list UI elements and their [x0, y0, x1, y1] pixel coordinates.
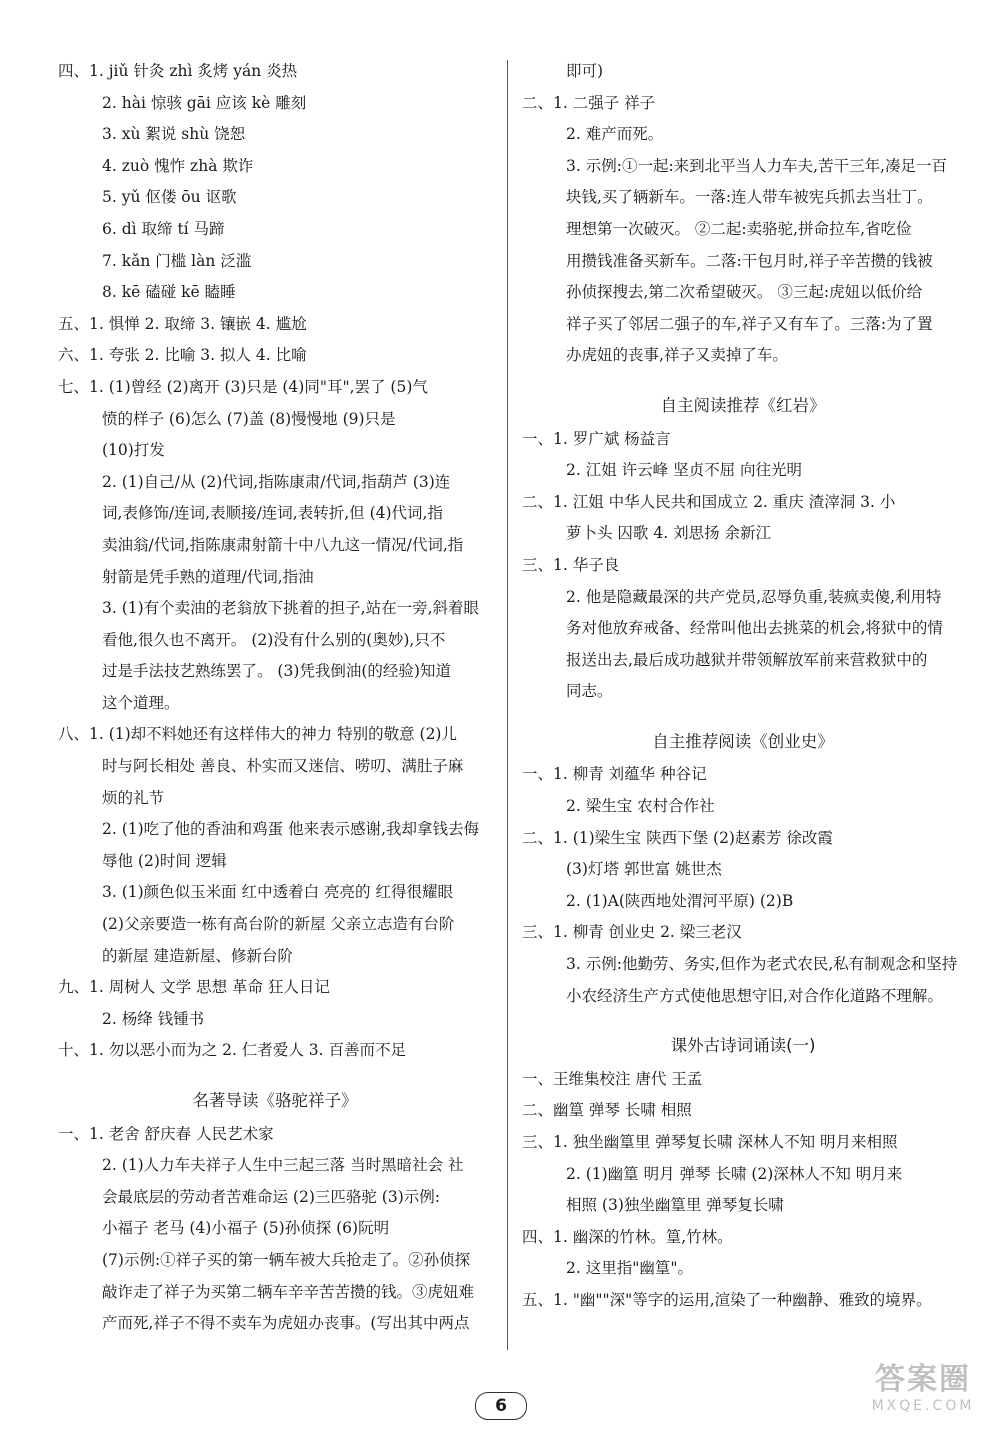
- answer-line: 一、1. 老舍 舒庆春 人民艺术家: [58, 1124, 274, 1143]
- answer-line: 七、1. (1)曾经 (2)离开 (3)只是 (4)同"耳",罢了 (5)气: [58, 377, 428, 396]
- answer-line: 烦的礼节: [102, 788, 165, 807]
- answer-line: 卖油翁/代词,指陈康肃射箭十中八九这一情况/代词,指: [102, 535, 464, 554]
- answer-line: 理想第一次破灭。 ②二起:卖骆驼,拼命拉车,省吃俭: [566, 219, 912, 238]
- answer-line: 2. 梁生宝 农村合作社: [566, 797, 715, 816]
- answer-line: 一、1. 柳青 刘蕴华 种谷记: [522, 765, 707, 784]
- answer-line: 办虎妞的丧事,祥子又卖掉了车。: [566, 346, 788, 365]
- answer-line: 四、1. 幽深的竹林。篁,竹林。: [522, 1227, 733, 1246]
- answer-line: 的新屋 建造新屋、修新台阶: [102, 946, 293, 965]
- column-divider: [507, 60, 508, 1350]
- answer-line: 看他,很久也不离开。 (2)没有什么别的(奥妙),只不: [102, 630, 446, 649]
- answer-line: 辱他 (2)时间 逻辑: [102, 851, 227, 870]
- answer-line: 6. dì 取缔 tí 马蹄: [102, 219, 225, 238]
- answer-line: 四、1. jiǔ 针灸 zhì 炙烤 yán 炎热: [58, 62, 298, 80]
- answer-line: 这个道理。: [102, 693, 180, 712]
- answer-line: 2. (1)A(陕西地处渭河平原) (2)B: [566, 891, 794, 910]
- answer-line: 一、王维集校注 唐代 王孟: [522, 1069, 703, 1088]
- section-heading: 自主推荐阅读《创业史》: [652, 731, 834, 751]
- answer-line: 2. 难产而死。: [566, 125, 664, 144]
- answer-line: 5. yǔ 伛偻 ōu 讴歌: [102, 188, 237, 207]
- answer-line: 射箭是凭手熟的道理/代词,指油: [102, 567, 314, 586]
- answer-line: (10)打发: [102, 441, 165, 460]
- answer-line: 会最底层的劳动者苦难命运 (2)三匹骆驼 (3)示例:: [102, 1187, 440, 1206]
- answer-line: 8. kē 磕碰 kē 瞌睡: [102, 283, 236, 302]
- watermark-url: MXQE.COM: [871, 1398, 975, 1414]
- right-column: [522, 56, 964, 1317]
- answer-line: 二、幽篁 弹琴 长啸 相照: [522, 1101, 692, 1120]
- answer-line: 2. 杨绛 钱锺书: [102, 1009, 205, 1028]
- answer-line: 小农经济生产方式使他思想守旧,对合作化道路不理解。: [566, 986, 943, 1005]
- answer-line: 五、1. "幽""深"等字的运用,渲染了一种幽静、雅致的境界。: [522, 1290, 932, 1309]
- watermark-logo: [858, 1354, 988, 1424]
- answer-line: 4. zuò 愧怍 zhà 欺诈: [102, 156, 254, 175]
- answer-line: 即可): [566, 62, 604, 80]
- answer-line: 六、1. 夸张 2. 比喻 3. 拟人 4. 比喻: [58, 346, 307, 365]
- answer-line: 三、1. 独坐幽篁里 弹琴复长啸 深林人不知 明月来相照: [522, 1133, 898, 1151]
- answer-line: 2. 这里指"幽篁"。: [566, 1259, 693, 1278]
- section-heading: 名著导读《骆驼祥子》: [192, 1091, 358, 1110]
- answer-line: 2. (1)幽篁 明月 弹琴 长啸 (2)深林人不知 明月来: [566, 1164, 903, 1183]
- watermark-text: 答案圈: [875, 1362, 971, 1397]
- answer-line: 3. (1)颜色似玉米面 红中透着白 亮亮的 红得很耀眼: [102, 883, 453, 902]
- answer-line: 同志。: [566, 682, 613, 701]
- answer-line: 八、1. (1)却不料她还有这样伟大的神力 特别的敬意 (2)儿: [58, 725, 457, 744]
- answer-line: 块钱,买了辆新车。一落:连人带车被宪兵抓去当壮丁。: [566, 188, 933, 207]
- section-heading: 自主阅读推荐《红岩》: [660, 395, 826, 415]
- answer-line: 时与阿长相处 善良、朴实而又迷信、唠叨、满肚子麻: [102, 757, 464, 776]
- answer-line: 二、1. (1)梁生宝 陕西下堡 (2)赵素芳 徐改霞: [522, 828, 833, 847]
- left-column: [58, 56, 492, 1340]
- answer-line: 产而死,祥子不得不卖车为虎妞办丧事。(写出其中两点: [102, 1314, 470, 1333]
- answer-line: 二、1. 江姐 中华人民共和国成立 2. 重庆 渣滓洞 3. 小: [522, 492, 896, 511]
- answer-line: 2. hài 惊骇 gāi 应该 kè 雕刻: [102, 93, 307, 112]
- answer-line: (2)父亲要造一栋有高台阶的新屋 父亲立志造有台阶: [102, 915, 455, 934]
- answer-line: 三、1. 华子良: [522, 555, 620, 574]
- answer-line: 小福子 老马 (4)小福子 (5)孙侦探 (6)阮明: [102, 1219, 390, 1238]
- answer-line: (3)灯塔 郭世富 姚世杰: [566, 860, 722, 879]
- answer-line: 词,表修饰/连词,表顺接/连词,表转折,但 (4)代词,指: [102, 504, 443, 523]
- answer-line: 务对他放弃戒备、经常叫他出去挑菜的机会,将狱中的情: [566, 619, 943, 638]
- answer-line: 敲诈走了祥子为买第二辆车辛辛苦苦攒的钱。③虎妞难: [102, 1282, 475, 1301]
- answer-line: 二、1. 二强子 祥子: [522, 93, 656, 112]
- page-number: 6: [475, 1392, 527, 1420]
- answer-line: 愤的样子 (6)怎么 (7)盖 (8)慢慢地 (9)只是: [102, 409, 396, 428]
- answer-line: 2. (1)自己/从 (2)代词,指陈康肃/代词,指葫芦 (3)连: [102, 472, 451, 491]
- answer-line: 3. xù 絮说 shù 饶恕: [102, 125, 246, 144]
- answer-line: 九、1. 周树人 文学 思想 革命 狂人日记: [58, 978, 330, 997]
- answer-line: 五、1. 惧惮 2. 取缔 3. 镶嵌 4. 尴尬: [58, 314, 307, 333]
- answer-line: (7)示例:①祥子买的第一辆车被大兵抢走了。②孙侦探: [102, 1250, 471, 1269]
- answer-line: 2. 江姐 许云峰 坚贞不屈 向往光明: [566, 461, 802, 480]
- answer-line: 过是手法技艺熟练罢了。 (3)凭我倒油(的经验)知道: [102, 662, 451, 681]
- answer-line: 报送出去,最后成功越狱并带领解放军前来营救狱中的: [566, 650, 928, 669]
- answer-line: 三、1. 柳青 创业史 2. 梁三老汉: [522, 923, 742, 942]
- answer-line: 一、1. 罗广斌 杨益言: [522, 429, 671, 448]
- answer-line: 用攒钱准备买新车。二落:干包月时,祥子辛苦攒的钱被: [566, 251, 933, 270]
- answer-line: 7. kǎn 门槛 làn 泛滥: [102, 251, 252, 270]
- answer-line: 2. (1)吃了他的香油和鸡蛋 他来表示感谢,我却拿钱去侮: [102, 820, 480, 839]
- answer-line: 孙侦探搜去,第二次希望破灭。 ③三起:虎妞以低价给: [566, 283, 923, 302]
- section-heading: 课外古诗词诵读(一): [670, 1036, 816, 1056]
- answer-line: 3. 示例:①一起:来到北平当人力车夫,苦干三年,凑足一百: [566, 156, 948, 175]
- answer-line: 萝卜头 囚歌 4. 刘思扬 余新江: [566, 524, 771, 543]
- answer-line: 3. 示例:他勤劳、务实,但作为老式农民,私有制观念和坚持: [566, 955, 958, 974]
- answer-line: 十、1. 勿以恶小而为之 2. 仁者爱人 3. 百善而不足: [58, 1041, 407, 1060]
- answer-line: 2. (1)人力车夫祥子人生中三起三落 当时黑暗社会 社: [102, 1156, 464, 1175]
- answer-line: 相照 (3)独坐幽篁里 弹琴复长啸: [566, 1196, 784, 1215]
- answer-line: 祥子买了邻居二强子的车,祥子又有车了。三落:为了置: [566, 314, 933, 333]
- answer-line: 2. 他是隐藏最深的共产党员,忍辱负重,装疯卖傻,利用特: [566, 587, 942, 606]
- answer-line: 3. (1)有个卖油的老翁放下挑着的担子,站在一旁,斜着眼: [102, 599, 480, 618]
